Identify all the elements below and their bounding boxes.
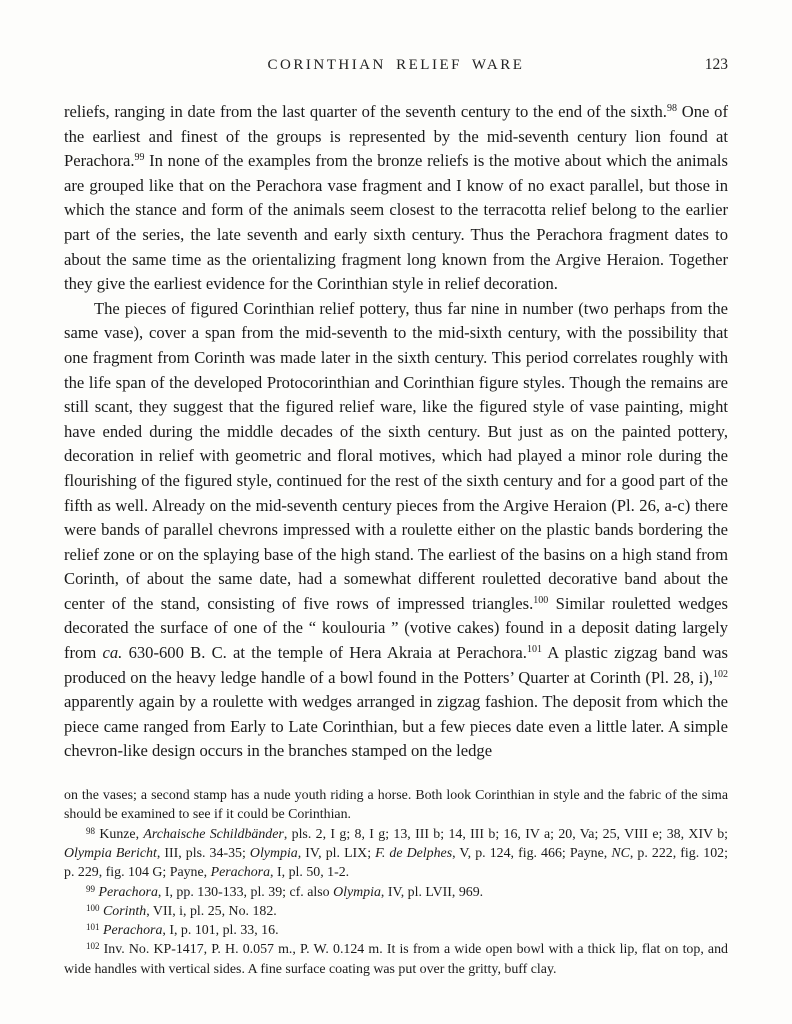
footnote-paragraph (64, 940, 728, 979)
italic-title: F. de Delphes (375, 845, 453, 861)
footnote-ref: 100 (86, 902, 100, 913)
text-run: on the vases; a second stamp has a nude youth riding a horse. Both look Corinthian in style and the fabric of the sima should be examined to see if it could be Corinthian. (64, 788, 728, 823)
italic-title: Perachora (210, 865, 271, 881)
footnotes-section (64, 786, 728, 979)
footnote-paragraph (64, 921, 728, 940)
text-run: , p. 222, fig. 102; p. 229, fig. 104 G; Payne, (64, 845, 728, 881)
footnote-paragraph (64, 902, 728, 921)
footnote-ref: 102 (86, 941, 100, 952)
italic-title: Perachora (102, 923, 163, 939)
italic-title: ca. (102, 643, 123, 663)
text-run: , IV, pl. LVII, 969. (380, 884, 484, 900)
italic-title: Perachora (98, 884, 158, 900)
body-paragraph (64, 297, 728, 764)
text-run: One of the earliest and finest of the groups is represented by the mid-seventh century lion found at Perachora. (64, 102, 728, 171)
text-run: , IV, pl. LIX; (297, 845, 376, 861)
text-run: , I, pp. 130-133, pl. 39; cf. also (157, 884, 334, 900)
footnote-ref: 99 (86, 883, 95, 894)
text-run: The pieces of figured Corinthian relief pottery, thus far nine in number (two perhaps from the same vase), cover a span from the mid-seventh to the mid-sixth century, with the possibility that one fragment from Corinth was made later in the sixth century. This period correlates roughly with the life span of the developed Protocorinthian and Corinthian figure styles. Though the remains are still scant, they suggest that the figured relief ware, like the figured style of vase painting, might have ended during the middle decades of the sixth century. But just as on the painted pottery, decoration in relief with geometric and floral motives, which had played a minor role during the flourishing of the figured style, continued for the rest of the sixth century and for a good part of the fifth as well. Already on the mid-seventh century pieces from the Argive Heraion (Pl. 26, a-c) there were bands of parallel chevrons impressed with a roulette either on the plastic bands bordering the relief zone or on the splaying base of the high stand. The earliest of the basins on a high stand from Corinth, of about the same date, had a somewhat different rouletted decorative band about the center of the stand, consisting of five rows of impressed triangles. (64, 298, 728, 613)
text-run: 630-600 B. C. at the temple of Hera Akraia at Perachora. (122, 643, 527, 663)
italic-title: Olympia (333, 884, 381, 900)
footnote-ref: 100 (533, 594, 549, 606)
text-run: Similar rouletted wedges decorated the surface of one of the “ koulouria ” (votive cakes) found in a deposit dating largely from (64, 593, 729, 663)
italic-title: Corinth (102, 903, 147, 919)
text-run: apparently again by a roulette with wedges arranged in zigzag fashion. The deposit from which the piece came ranged from Early to Late Corinthian, but a few pieces date even a little later. A simple chevron-like design occurs in the branches stamped on the ledge (64, 692, 728, 761)
text-run: , I, p. 101, pl. 33, 16. (162, 923, 279, 939)
italic-title: Archaische Schildbänder (143, 826, 284, 842)
text-run: In none of the examples from the bronze reliefs is the motive about which the animals are grouped like that on the Perachora vase fragment and I know of no exact parallel, but those in which the stance and form of the animals seem closest to the terracotta relief belong to the earlier part of the series, the late seventh and early sixth century. Thus the Perachora fragment dates to about the same time as the orientalizing fragment long known from the Argive Heraion. Together they give the earliest evidence for the Corinthian style in relief decoration. (64, 151, 728, 294)
footnote-paragraph (64, 786, 728, 825)
footnote-ref: 99 (134, 152, 145, 164)
italic-title: Olympia Bericht (64, 845, 157, 861)
footnote-ref: 101 (526, 644, 542, 656)
text-run: , pls. 2, I g; 8, I g; 13, III b; 14, III b; 16, IV a; 20, Va; 25, VIII e; 38, XIV b; (283, 826, 729, 842)
text-run: Kunze, (95, 826, 144, 842)
body-text (64, 100, 728, 764)
footnote-ref: 101 (86, 922, 100, 933)
text-run: , III, pls. 34-35; (156, 845, 250, 861)
italic-title: Olympia (249, 845, 298, 861)
text-run: reliefs, ranging in date from the last quarter of the seventh century to the end of the sixth. (64, 102, 667, 121)
text-run: , VII, i, pl. 25, No. 182. (146, 903, 277, 919)
text-run: A plastic zigzag band was produced on the heavy ledge handle of a bowl found in the Potters’ Quarter at Corinth (Pl. 28, i), (64, 643, 728, 687)
footnote-ref: 98 (666, 103, 677, 114)
text-run: , V, p. 124, fig. 466; Payne, (452, 845, 612, 861)
text-run: Inv. No. KP-1417, P. H. 0.057 m., P. W. 0.124 m. It is from a wide open bowl with a thick lip, flat on top, and wide handles with vertical sides. A fine surface coating was put over the gritty, buff clay. (64, 942, 728, 977)
footnote-ref: 98 (86, 825, 95, 836)
footnote-paragraph (64, 825, 728, 883)
body-paragraph (64, 100, 728, 297)
footnote-ref: 102 (713, 668, 728, 680)
running-head-title: CORINTHIAN RELIEF WARE (267, 57, 525, 73)
page-number: 123 (704, 56, 728, 73)
text-run: , I, pl. 50, 1-2. (270, 865, 350, 881)
italic-title: NC (611, 845, 630, 861)
running-header (64, 56, 728, 76)
footnote-paragraph (64, 883, 728, 902)
